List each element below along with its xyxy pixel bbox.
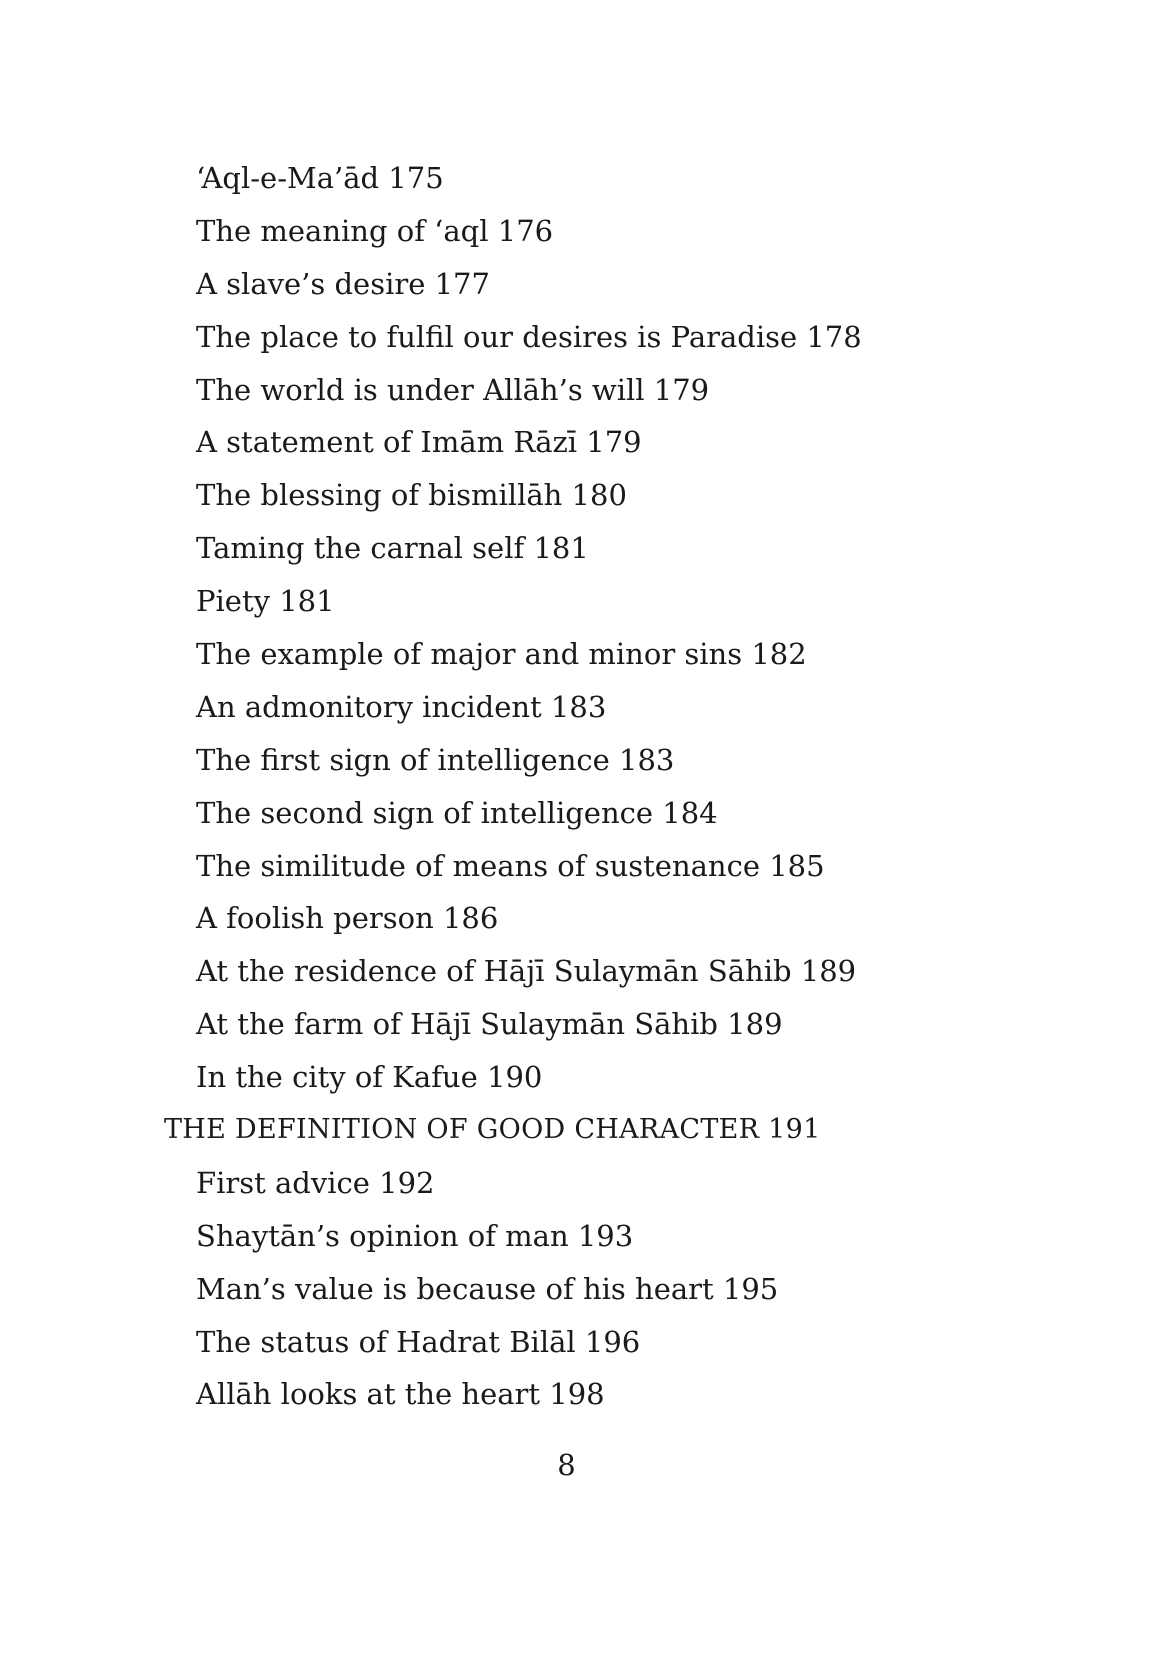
toc-entry: A foolish person 186 xyxy=(196,901,499,936)
toc-entry: The blessing of bismillāh 180 xyxy=(196,478,627,513)
toc-entry: The status of Hadrat Bilāl 196 xyxy=(196,1324,641,1359)
toc-entry: An admonitory incident 183 xyxy=(196,689,607,724)
page-number: 8 xyxy=(557,1448,576,1482)
toc-entry: Man’s value is because of his heart 195 xyxy=(196,1271,779,1306)
toc-entry: The similitude of means of sustenance 185 xyxy=(196,848,825,883)
toc-chapter-heading: THE DEFINITION OF GOOD CHARACTER 191 xyxy=(164,1114,821,1146)
toc-entry: Allāh looks at the heart 198 xyxy=(196,1377,605,1412)
toc-entry: Piety 181 xyxy=(196,584,335,619)
toc-entry: A slave’s desire 177 xyxy=(196,266,490,301)
toc-entry: The world is under Allāh’s will 179 xyxy=(196,372,710,407)
toc-entry: The second sign of intelligence 184 xyxy=(196,795,718,830)
toc-entry: In the city of Kafue 190 xyxy=(196,1060,543,1095)
toc-entry: First advice 192 xyxy=(196,1165,435,1200)
toc-entry: The first sign of intelligence 183 xyxy=(196,742,675,777)
toc-entry: Shaytān’s opinion of man 193 xyxy=(196,1218,634,1253)
toc-entry: The example of major and minor sins 182 xyxy=(196,637,807,672)
toc-entry: At the residence of Hājī Sulaymān Sāhib 189 xyxy=(196,954,857,989)
toc-entry: At the farm of Hājī Sulaymān Sāhib 189 xyxy=(196,1007,783,1042)
table-of-contents xyxy=(0,152,1167,1421)
toc-entry: ‘Aql-e-Ma’ād 175 xyxy=(196,161,444,195)
toc-entry: A statement of Imām Rāzī 179 xyxy=(196,425,642,460)
toc-entry: The meaning of ‘aql 176 xyxy=(196,213,554,248)
toc-entry: Taming the carnal self 181 xyxy=(196,531,589,566)
toc-entry: The place to fulfil our desires is Paradise 178 xyxy=(196,319,862,354)
